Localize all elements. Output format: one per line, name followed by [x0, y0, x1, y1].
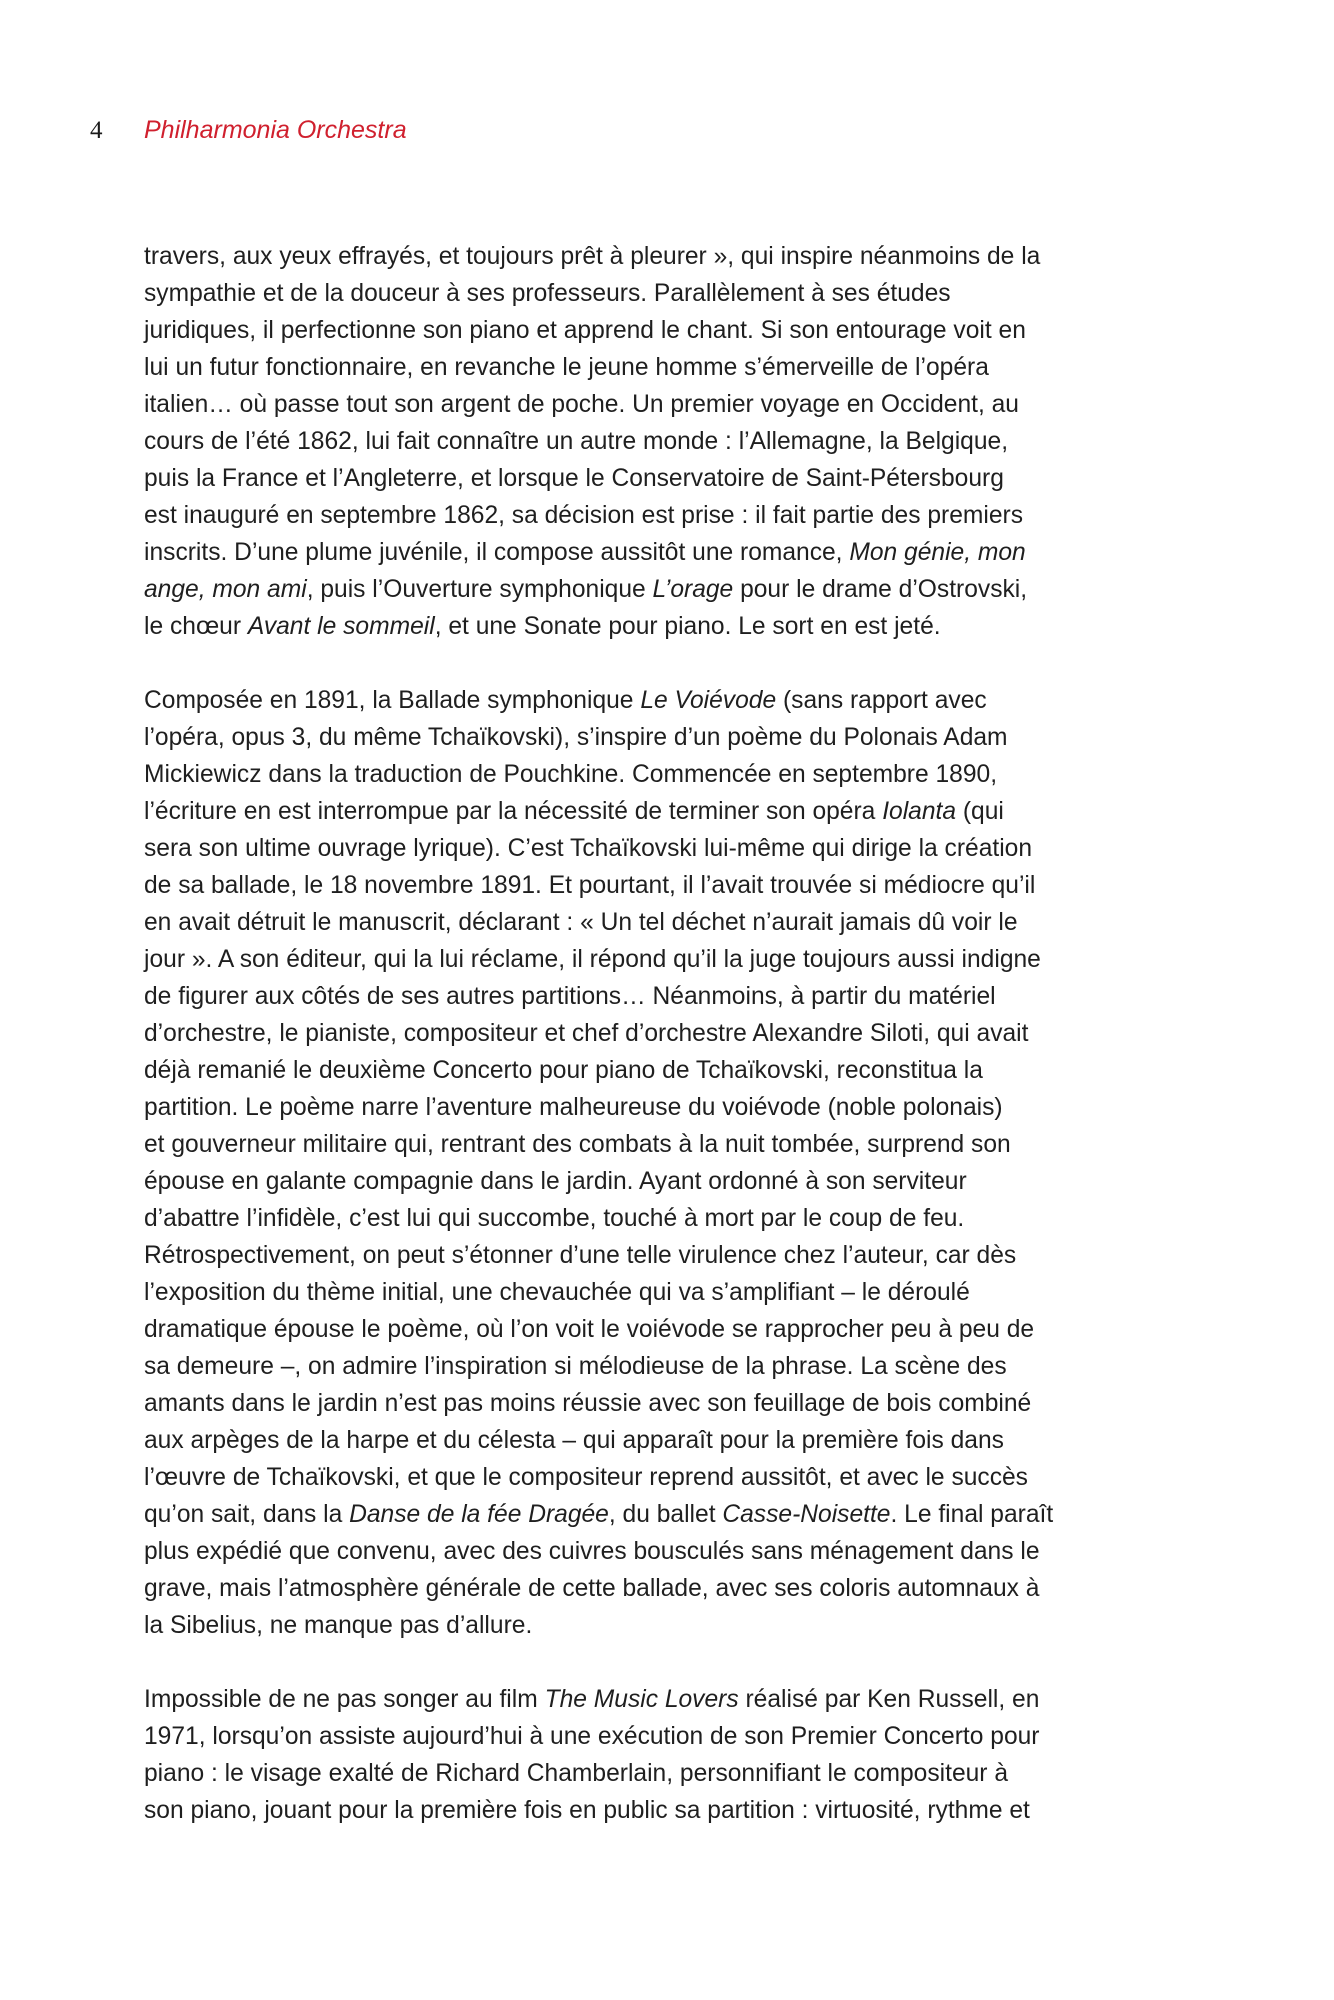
- text-line: [144, 1126, 1214, 1163]
- text-run: italien… où passe tout son argent de poche. Un premier voyage en Occident, au: [144, 391, 1019, 418]
- italic-title: Iolanta: [882, 798, 957, 825]
- text-line: [144, 1311, 1214, 1348]
- italic-title: Mon génie, mon: [849, 539, 1026, 566]
- text-run: l’écriture en est interrompue par la nécessité de terminer son opéra: [144, 798, 883, 825]
- text-run: (qui: [956, 798, 1004, 825]
- text-run: , et une Sonate pour piano. Le sort en est jeté.: [434, 613, 941, 640]
- text-line: [144, 1163, 1214, 1200]
- text-run: de figurer aux côtés de ses autres partitions… Néanmoins, à partir du matériel: [144, 983, 996, 1010]
- text-run: pour le drame d’Ostrovski,: [733, 576, 1028, 603]
- italic-title: Le Voiévode: [640, 687, 777, 714]
- text-run: Rétrospectivement, on peut s’étonner d’une telle virulence chez l’auteur, car dès: [144, 1242, 1017, 1269]
- text-line: [144, 793, 1214, 830]
- text-line: [144, 1755, 1214, 1792]
- text-run: de sa ballade, le 18 novembre 1891. Et pourtant, il l’avait trouvée si médiocre qu’il: [144, 872, 1036, 899]
- text-run: est inauguré en septembre 1862, sa décision est prise : il fait partie des premiers: [144, 502, 1024, 529]
- paragraph: [144, 1681, 1214, 1829]
- text-run: la Sibelius, ne manque pas d’allure.: [144, 1612, 533, 1639]
- text-line: [144, 534, 1214, 571]
- italic-title: L’orage: [652, 576, 734, 603]
- text-line: [144, 867, 1214, 904]
- text-run: l’exposition du thème initial, une chevauchée qui va s’amplifiant – le déroulé: [144, 1279, 970, 1306]
- text-line: [144, 386, 1214, 423]
- text-line: [144, 1792, 1214, 1829]
- text-run: l’opéra, opus 3, du même Tchaïkovski), s’inspire d’un poème du Polonais Adam: [144, 724, 1008, 751]
- text-line: [144, 1385, 1214, 1422]
- text-run: , du ballet: [608, 1501, 723, 1528]
- text-line: [144, 1089, 1214, 1126]
- text-run: piano : le visage exalté de Richard Chamberlain, personnifiant le compositeur à: [144, 1760, 1008, 1787]
- text-run: aux arpèges de la harpe et du célesta – qui apparaît pour la première fois dans: [144, 1427, 1004, 1454]
- text-line: [144, 460, 1214, 497]
- text-run: 1971, lorsqu’on assiste aujourd’hui à une exécution de son Premier Concerto pour: [144, 1723, 1040, 1750]
- page-number: 4: [90, 117, 103, 144]
- text-line: [144, 756, 1214, 793]
- text-run: épouse en galante compagnie dans le jardin. Ayant ordonné à son serviteur: [144, 1168, 967, 1195]
- paragraph: [144, 682, 1214, 1644]
- text-line: [144, 423, 1214, 460]
- text-line: [144, 1200, 1214, 1237]
- text-line: [144, 1459, 1214, 1496]
- text-run: l’œuvre de Tchaïkovski, et que le compositeur reprend aussitôt, et avec le succès: [144, 1464, 1028, 1491]
- text-run: juridiques, il perfectionne son piano et apprend le chant. Si son entourage voit en: [144, 317, 1026, 344]
- italic-title: Avant le sommeil: [247, 613, 435, 640]
- text-run: sa demeure –, on admire l’inspiration si mélodieuse de la phrase. La scène des: [144, 1353, 1007, 1380]
- italic-title: The Music Lovers: [544, 1686, 739, 1713]
- text-line: [144, 497, 1214, 534]
- text-line: [144, 1570, 1214, 1607]
- text-run: . Le final paraît: [890, 1501, 1054, 1528]
- italic-title: ange, mon ami: [144, 576, 307, 603]
- running-title: Philharmonia Orchestra: [144, 116, 407, 144]
- text-line: [144, 238, 1214, 275]
- text-run: plus expédié que convenu, avec des cuivres bousculés sans ménagement dans le: [144, 1538, 1040, 1565]
- text-run: (sans rapport avec: [776, 687, 987, 714]
- text-run: et gouverneur militaire qui, rentrant des combats à la nuit tombée, surprend son: [144, 1131, 1011, 1158]
- text-run: dramatique épouse le poème, où l’on voit le voiévode se rapprocher peu à peu de: [144, 1316, 1035, 1343]
- text-line: [144, 904, 1214, 941]
- text-run: le chœur: [144, 613, 248, 640]
- text-run: sera son ultime ouvrage lyrique). C’est Tchaïkovski lui-même qui dirige la création: [144, 835, 1033, 862]
- text-run: amants dans le jardin n’est pas moins réussie avec son feuillage de bois combiné: [144, 1390, 1032, 1417]
- text-run: puis la France et l’Angleterre, et lorsque le Conservatoire de Saint-Pétersbourg: [144, 465, 1004, 492]
- text-run: inscrits. D’une plume juvénile, il compose aussitôt une romance,: [144, 539, 850, 566]
- paragraph: [144, 238, 1214, 645]
- text-line: [144, 719, 1214, 756]
- text-line: [144, 1422, 1214, 1459]
- text-line: [144, 941, 1214, 978]
- text-run: son piano, jouant pour la première fois en public sa partition : virtuosité, rythme et: [144, 1797, 1030, 1824]
- text-line: [144, 682, 1214, 719]
- text-run: déjà remanié le deuxième Concerto pour piano de Tchaïkovski, reconstitua la: [144, 1057, 983, 1084]
- text-run: qu’on sait, dans la: [144, 1501, 350, 1528]
- body-text: [144, 238, 1214, 1829]
- text-run: d’orchestre, le pianiste, compositeur et chef d’orchestre Alexandre Siloti, qui avait: [144, 1020, 1029, 1047]
- text-run: Mickiewicz dans la traduction de Pouchkine. Commencée en septembre 1890,: [144, 761, 998, 788]
- text-run: Impossible de ne pas songer au film: [144, 1686, 545, 1713]
- text-line: [144, 1718, 1214, 1755]
- text-run: Composée en 1891, la Ballade symphonique: [144, 687, 641, 714]
- page-header: [90, 116, 407, 156]
- text-line: [144, 1681, 1214, 1718]
- text-line: [144, 1607, 1214, 1644]
- text-run: jour ». A son éditeur, qui la lui réclame, il répond qu’il la juge toujours aussi indigne: [144, 946, 1041, 973]
- text-run: , puis l’Ouverture symphonique: [306, 576, 653, 603]
- text-run: cours de l’été 1862, lui fait connaître un autre monde : l’Allemagne, la Belgique,: [144, 428, 1009, 455]
- text-run: réalisé par Ken Russell, en: [738, 1686, 1040, 1713]
- text-line: [144, 1496, 1214, 1533]
- text-line: [144, 608, 1214, 645]
- text-line: [144, 830, 1214, 867]
- text-run: sympathie et de la douceur à ses professeurs. Parallèlement à ses études: [144, 280, 951, 307]
- text-line: [144, 275, 1214, 312]
- text-line: [144, 1237, 1214, 1274]
- italic-title: Casse-Noisette: [722, 1501, 891, 1528]
- text-line: [144, 1015, 1214, 1052]
- text-line: [144, 1274, 1214, 1311]
- text-run: en avait détruit le manuscrit, déclarant : « Un tel déchet n’aurait jamais dû voir le: [144, 909, 1018, 936]
- text-line: [144, 1348, 1214, 1385]
- text-run: partition. Le poème narre l’aventure malheureuse du voiévode (noble polonais): [144, 1094, 1003, 1121]
- text-line: [144, 349, 1214, 386]
- text-line: [144, 571, 1214, 608]
- text-line: [144, 978, 1214, 1015]
- text-run: grave, mais l’atmosphère générale de cette ballade, avec ses coloris automnaux à: [144, 1575, 1040, 1602]
- text-line: [144, 312, 1214, 349]
- text-run: travers, aux yeux effrayés, et toujours prêt à pleurer », qui inspire néanmoins de la: [144, 243, 1041, 270]
- text-run: d’abattre l’infidèle, c’est lui qui succombe, touché à mort par le coup de feu.: [144, 1205, 965, 1232]
- text-line: [144, 1052, 1214, 1089]
- italic-title: Danse de la fée Dragée: [349, 1501, 609, 1528]
- text-line: [144, 1533, 1214, 1570]
- text-run: lui un futur fonctionnaire, en revanche le jeune homme s’émerveille de l’opéra: [144, 354, 989, 381]
